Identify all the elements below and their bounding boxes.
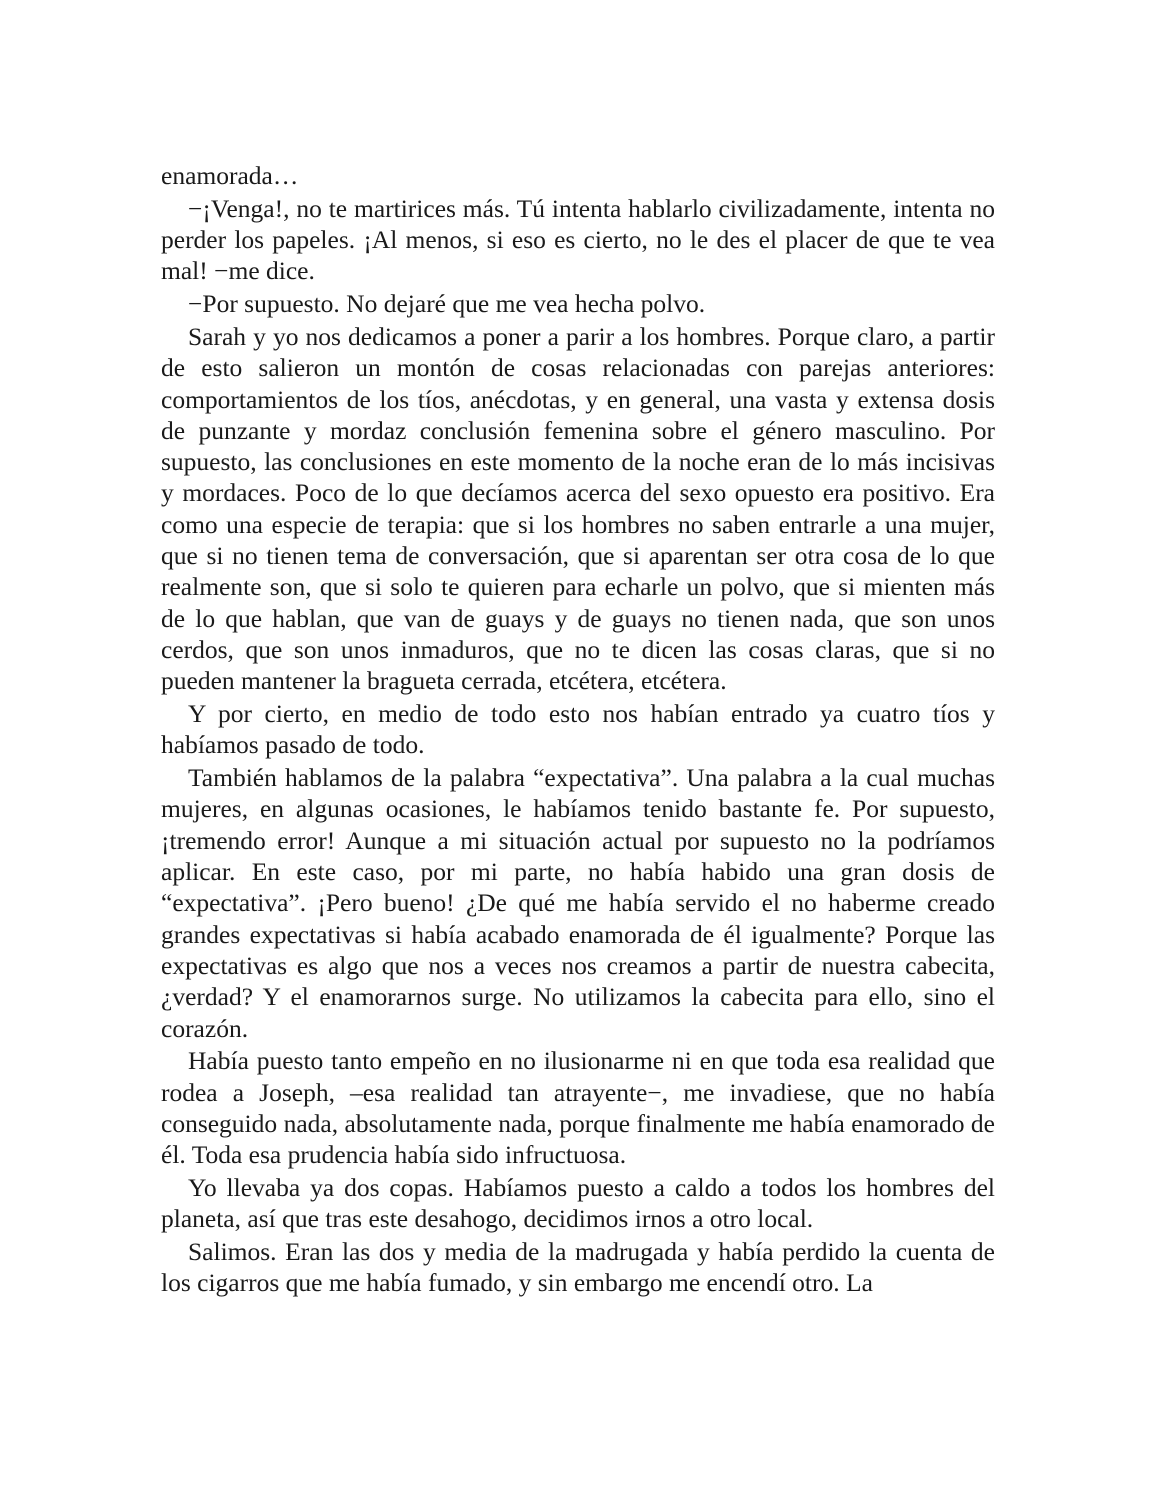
paragraph-joseph: Había puesto tanto empeño en no ilusionarme ni en que toda esa realidad que rodea a Joseph, –esa realidad tan atrayente−, me invadiese, que no había conseguido nada, absolutamente nada, porque finalmente me había enamorado de él. Toda esa prudencia había sido infructuosa.: [161, 1046, 995, 1170]
document-page: [161, 160, 995, 1300]
paragraph-expectativa: También hablamos de la palabra “expectativa”. Una palabra a la cual muchas mujeres, en algunas ocasiones, le habíamos tenido bastante fe. Por supuesto, ¡tremendo error! Aunque a mi situación actual por supuesto no la podríamos aplicar. En este caso, por mi parte, no había habido una gran dosis de “expectativa”. ¡Pero bueno! ¿De qué me había servido el no haberme creado grandes expectativas si había acabado enamorada de él igualmente? Porque las expectativas es algo que nos a veces nos creamos a partir de nuestra cabecita, ¿verdad? Y el enamorarnos surge. No utilizamos la cabecita para ello, sino el corazón.: [161, 763, 995, 1043]
paragraph-cuatro-tios: Y por cierto, en medio de todo esto nos habían entrado ya cuatro tíos y habíamos pasado de todo.: [161, 699, 995, 760]
paragraph-continuation: enamorada…: [161, 161, 299, 190]
paragraph-dialogue-por-supuesto: −Por supuesto. No dejaré que me vea hecha polvo.: [188, 289, 706, 319]
paragraph-dialogue-venga: −¡Venga!, no te martirices más. Tú intenta hablarlo civilizadamente, intenta no perder los papeles. ¡Al menos, si eso es cierto, no le des el placer de que te vea mal! −me dice.: [161, 193, 995, 286]
paragraph-salimos: Salimos. Eran las dos y media de la madrugada y había perdido la cuenta de los cigarros que me había fumado, y sin embargo me encendí otro. La: [161, 1237, 995, 1298]
paragraph-dos-copas: Yo llevaba ya dos copas. Habíamos puesto a caldo a todos los hombres del planeta, así que tras este desahogo, decidimos irnos a otro local.: [161, 1173, 995, 1234]
paragraph-sarah: Sarah y yo nos dedicamos a poner a parir a los hombres. Porque claro, a partir de esto salieron un montón de cosas relacionadas con parejas anteriores: comportamientos de los tíos, anécdotas, y en general, una vasta y extensa dosis de punzante y mordaz conclusión femenina sobre el género masculino. Por supuesto, las conclusiones en este momento de la noche eran de lo más incisivas y mordaces. Poco de lo que decíamos acerca del sexo opuesto era positivo. Era como una especie de terapia: que si los hombres no saben entrarle a una mujer, que si no tienen tema de conversación, que si aparentan ser otra cosa de lo que realmente son, que si solo te quieren para echarle un polvo, que si mienten más de lo que hablan, que van de guays y de guays no tienen nada, que son unos cerdos, que son unos inmaduros, que no te dicen las cosas claras, que si no pueden mantener la bragueta cerrada, etcétera, etcétera.: [161, 321, 995, 696]
